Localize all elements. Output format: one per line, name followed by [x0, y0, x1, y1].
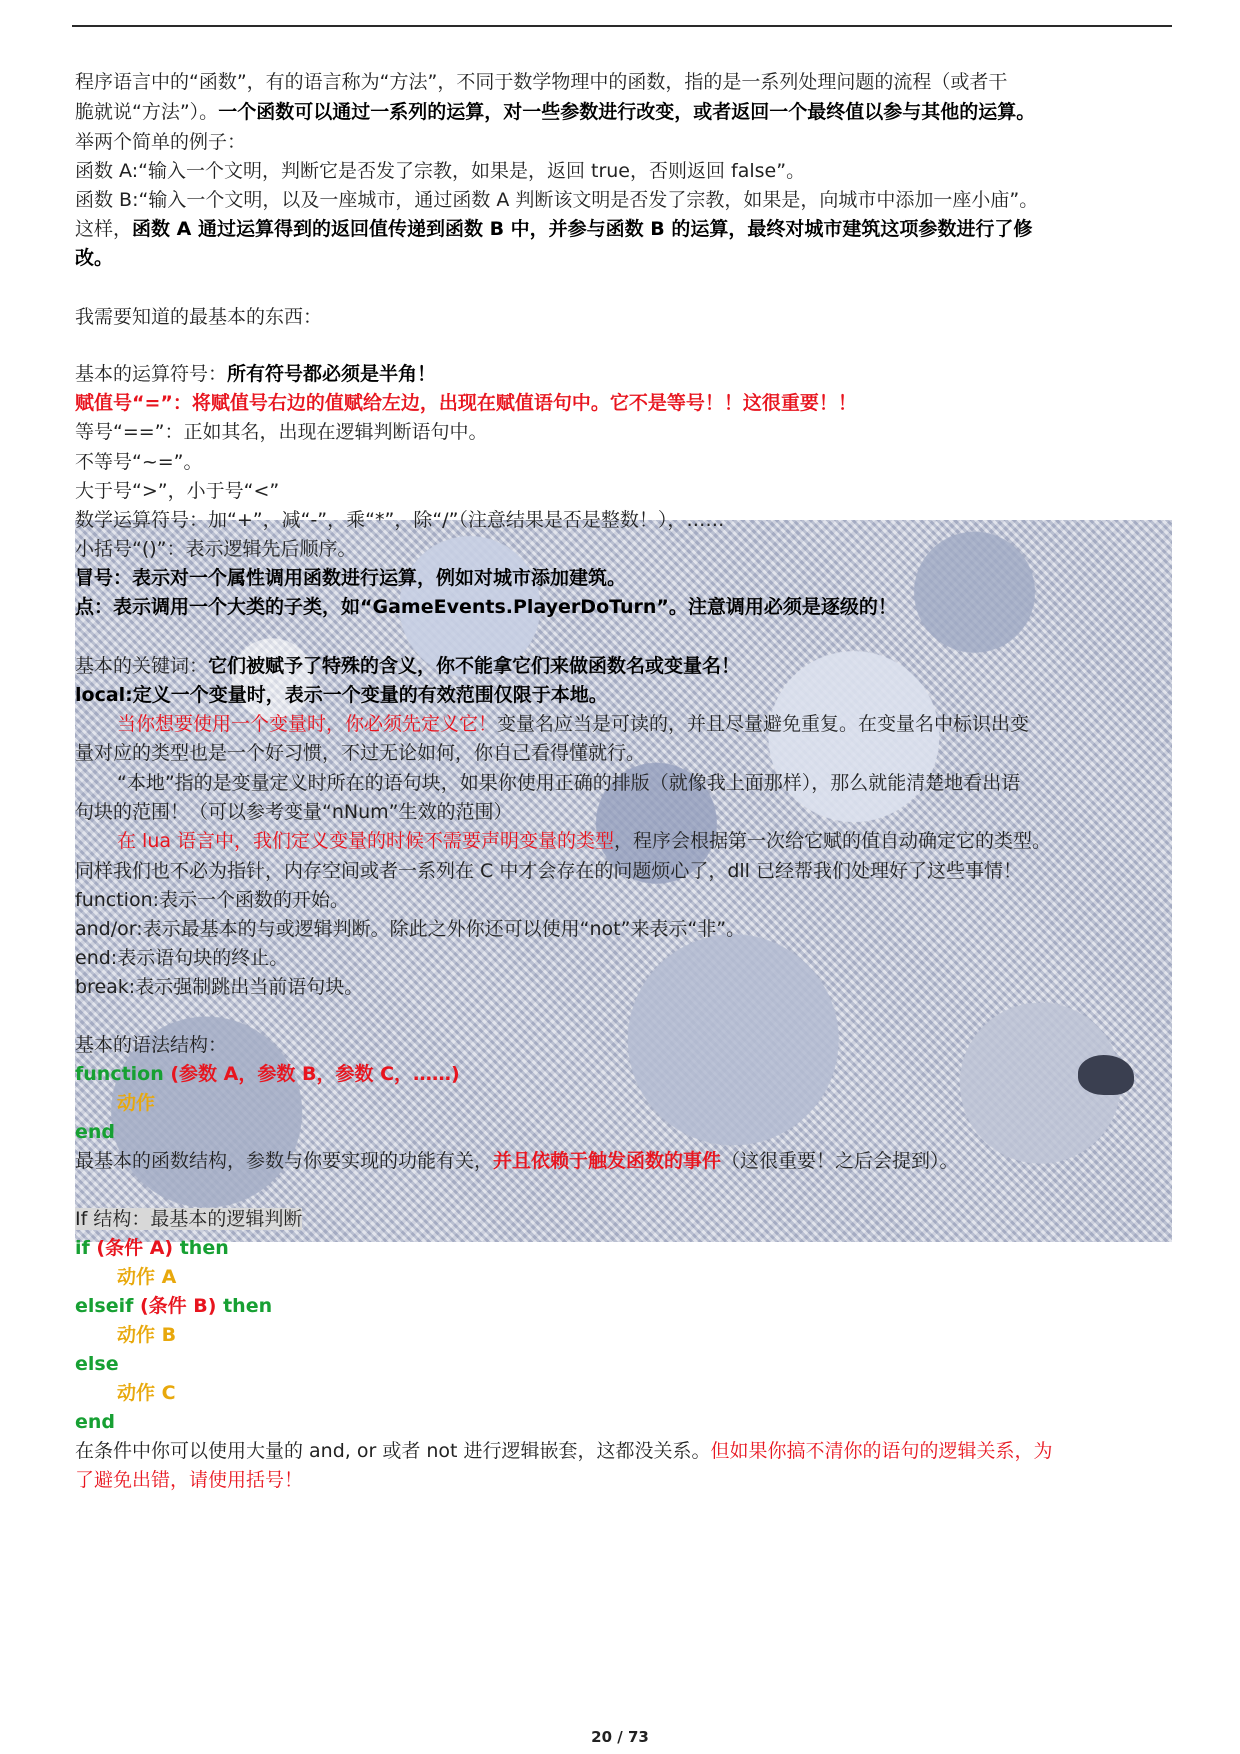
text: 变量名应当是可读的，并且尽量避免重复。在变量名中标识出变 [497, 713, 1030, 735]
section-heading [75, 1029, 1175, 1061]
red-bold-text: 并且依赖于触发函数的事件 [493, 1150, 722, 1172]
text: 脆就说“方法”）。 [75, 101, 219, 123]
para-line [117, 767, 1217, 799]
code-line [117, 1087, 1217, 1119]
para-line [75, 416, 1175, 448]
text: 小括号“()”：表示逻辑先后顺序。 [75, 538, 357, 560]
text: 最基本的函数结构，参数与你要实现的功能有关， [75, 1150, 494, 1172]
bold-text: local:定义一个变量时，表示一个变量的有效范围仅限于本地。 [75, 684, 608, 706]
para-line [117, 708, 1217, 740]
para-line [75, 737, 1175, 769]
code-action: 动作 A [117, 1266, 177, 1288]
keyword-end: end [75, 1121, 116, 1143]
text: 举两个简单的例子： [75, 131, 247, 153]
code-action: 动作 C [117, 1382, 176, 1404]
para-line [75, 533, 1175, 565]
code-line [117, 1377, 1217, 1409]
code-params: (参数 A，参数 B，参数 C，……) [170, 1063, 460, 1085]
code-condition: (条件 A) [96, 1237, 174, 1259]
keyword-then: then [173, 1237, 229, 1259]
para-line [75, 942, 1175, 974]
bold-text: 改。 [75, 247, 114, 269]
para-line [75, 213, 1175, 245]
text: （这很重要！之后会提到）。 [721, 1150, 959, 1172]
para-line [75, 1464, 1175, 1496]
para-line [75, 387, 1175, 419]
code-line [117, 1319, 1217, 1351]
keyword-function: function [75, 1063, 171, 1085]
code-line [75, 1058, 1175, 1090]
bold-text: 函数 A 通过运算得到的返回值传递到函数 B 中，并参与函数 B 的运算，最终对城市建筑这项参数进行了修 [132, 218, 1033, 240]
text: end:表示语句块的终止。 [75, 947, 289, 969]
para-line [75, 446, 1175, 478]
text: 基本的运算符号： [75, 363, 228, 385]
section-heading [75, 301, 1175, 333]
para-line [75, 971, 1175, 1003]
text: 不等号“~=”。 [75, 451, 203, 473]
bold-text: 点：表示调用一个大类的子类，如“GameEvents.PlayerDoTurn”。注意调用必须是逐级的！ [75, 596, 897, 618]
text: 函数 A:“输入一个文明，判断它是否发了宗教，如果是，返回 true，否则返回 false”。 [75, 160, 806, 182]
para-line [75, 1435, 1175, 1467]
text: 数学运算符号：加“+”，减“-”，乘“*”，除“/”（注意结果是否是整数！），…… [75, 509, 725, 531]
para-line [75, 796, 1175, 828]
para-line [75, 650, 1175, 682]
para-line [75, 884, 1175, 916]
red-bold-text: 赋值号“=”：将赋值号右边的值赋给左边，出现在赋值语句中。它不是等号！！这很重要！！ [75, 392, 857, 414]
page-number: 20 / 73 [591, 1728, 649, 1746]
text: 我需要知道的最基本的东西： [75, 306, 323, 328]
code-line [75, 1406, 1175, 1438]
para-line [75, 504, 1175, 536]
para-line [75, 126, 1175, 158]
keyword-end: end [75, 1411, 116, 1433]
code-action: 动作 B [117, 1324, 177, 1346]
red-text: 在 lua 语言中，我们定义变量的时候不需要声明变量的类型 [117, 830, 615, 852]
text: 基本的语法结构： [75, 1034, 228, 1056]
keyword-if: if [75, 1237, 97, 1259]
keyword-then: then [216, 1295, 273, 1317]
text: 这样， [75, 218, 133, 240]
para-line [75, 475, 1175, 507]
code-action: 动作 [117, 1092, 156, 1114]
highlighted-heading: If 结构：最基本的逻辑判断 [75, 1208, 303, 1230]
para-line [75, 591, 1175, 623]
section-heading [75, 1203, 1175, 1235]
para-line [75, 358, 1175, 390]
text: 函数 B:“输入一个文明，以及一座城市，通过函数 A 判断该文明是否发了宗教，如果是，向城市中添加一座小庙”。 [75, 189, 1039, 211]
text: 程序语言中的“函数”，有的语言称为“方法”，不同于数学物理中的函数，指的是一系列处理问题的流程（或者干 [75, 71, 1008, 93]
para-line [75, 242, 1175, 274]
bold-text: 一个函数可以通过一系列的运算，对一些参数进行改变，或者返回一个最终值以参与其他的运算。 [218, 101, 1036, 123]
text: function:表示一个函数的开始。 [75, 889, 350, 911]
para-line [75, 679, 1175, 711]
code-line [75, 1348, 1175, 1380]
text: 等号“==”：正如其名，出现在逻辑判断语句中。 [75, 421, 488, 443]
para-line [75, 66, 1175, 98]
text: break:表示强制跳出当前语句块。 [75, 976, 364, 998]
keyword-else: else [75, 1353, 119, 1375]
text: 量对应的类型也是一个好习惯，不过无论如何，你自己看得懂就行。 [75, 742, 646, 764]
code-line [75, 1290, 1175, 1322]
text: 在条件中你可以使用大量的 and, or 或者 not 进行逻辑嵌套，这都没关系。 [75, 1440, 711, 1462]
text: 大于号“>”，小于号“<” [75, 480, 280, 502]
para-line [75, 855, 1175, 887]
para-line [75, 155, 1175, 187]
text: ，程序会根据第一次给它赋的值自动确定它的类型。 [614, 830, 1052, 852]
bold-text: 它们被赋予了特殊的含义，你不能拿它们来做函数名或变量名！ [208, 655, 741, 677]
para-line [75, 1145, 1175, 1177]
keyword-elseif: elseif [75, 1295, 140, 1317]
bold-text: 所有符号都必须是半角！ [227, 363, 437, 385]
para-line [75, 96, 1175, 128]
red-text: 但如果你搞不清你的语句的逻辑关系，为 [710, 1440, 1053, 1462]
text: 同样我们也不必为指针，内存空间或者一系列在 C 中才会存在的问题烦心了，dll 已经帮我们处理好了这些事情！ [75, 860, 1023, 882]
text: 句块的范围！（可以参考变量“nNum”生效的范围） [75, 801, 513, 823]
code-condition: (条件 B) [140, 1295, 217, 1317]
text: and/or:表示最基本的与或逻辑判断。除此之外你还可以使用“not”来表示“非”。 [75, 918, 746, 940]
code-line [117, 1261, 1217, 1293]
bold-text: 冒号：表示对一个属性调用函数进行运算，例如对城市添加建筑。 [75, 567, 627, 589]
text: 基本的关键词： [75, 655, 209, 677]
para-line [75, 562, 1175, 594]
para-line [117, 825, 1217, 857]
total-pages: 73 [627, 1728, 649, 1746]
para-line [75, 913, 1175, 945]
text: “本地”指的是变量定义时所在的语句块，如果你使用正确的排版（就像我上面那样），那么就能清楚地看出语 [117, 772, 1021, 794]
para-line [75, 184, 1175, 216]
red-text: 了避免出错，请使用括号！ [75, 1469, 304, 1491]
code-line [75, 1232, 1175, 1264]
code-line [75, 1116, 1175, 1148]
current-page: 20 [591, 1728, 613, 1746]
header-rule [72, 25, 1172, 27]
red-text: 当你想要使用一个变量时，你必须先定义它！ [117, 713, 498, 735]
